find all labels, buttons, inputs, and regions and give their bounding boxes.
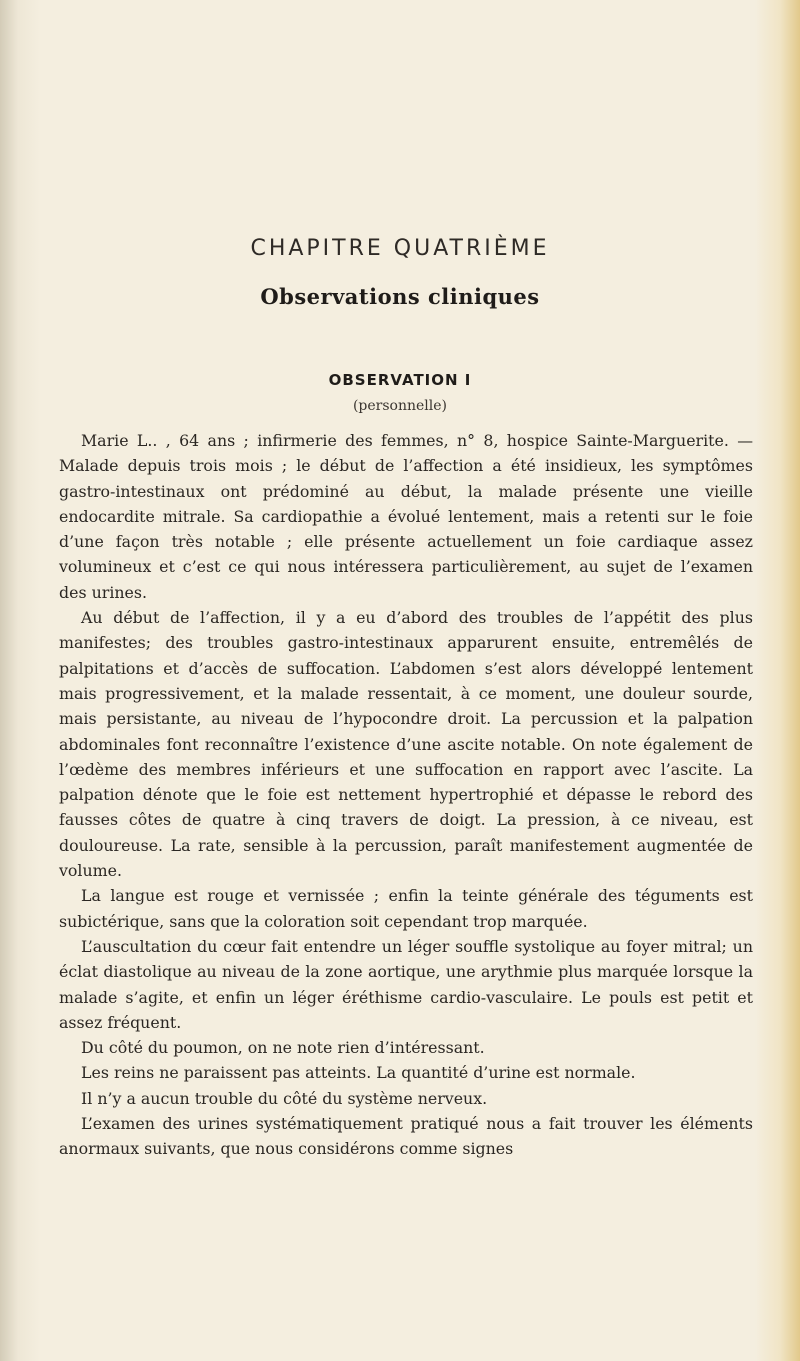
observation-subtitle: (personnelle)	[352, 398, 448, 414]
section-title: Observations cliniques	[260, 284, 540, 309]
paragraph: Au début de l’affection, il y a eu d’abord des troubles de l’appétit des plus manifestes; des troubles gastro-intestinaux apparurent ensuite, entremêlés de palpitations et d’accès de suffocation. L’abdomen s’est alors développé lentement mais progressivement, et la malade ressentait, à ce moment, une douleur sourde, mais persistante, au niveau de l’hypocondre droit. La percussion et la palpation abdominales font reconnaître l’existence d’une ascite notable. On note également de l’œdème des membres inférieurs et une suffocation en rapport avec l’ascite. La palpation dénote que le foie est nettement hypertrophié et dépasse le rebord des fausses côtes de quatre à cinq travers de doigt. La pression, à ce niveau, est douloureuse. La rate, sensible à la percussion, paraît manifestement augmentée de volume.	[59, 608, 753, 881]
paragraph: Il n’y a aucun trouble du côté du système nerveux.	[81, 1088, 488, 1108]
observation-title: OBSERVATION I	[328, 371, 472, 389]
observation-body	[59, 428, 753, 1162]
paragraph: Marie L.. , 64 ans ; infirmerie des femmes, n° 8, hospice Sainte-Marguerite. — Malade depuis trois mois ; le début de l’affection a été insidieux, les symptômes gastro-intestinaux ont prédominé au début, la malade présente une vieille endocardite mitrale. Sa cardiopathie a évolué lentement, mais a retenti sur le foie d’une façon très notable ; elle présente actuellement un foie cardiaque assez volumineux et c’est ce qui nous intéressera particulièrement, au sujet de l’examen des urines.	[59, 431, 753, 602]
paragraph: La langue est rouge et vernissée ; enfin la teinte générale des téguments est subictérique, sans que la coloration soit cependant trop marquée.	[59, 886, 753, 931]
paragraph: Du côté du poumon, on ne note rien d’intéressant.	[81, 1038, 485, 1058]
chapter-heading: CHAPITRE QUATRIÈME	[250, 236, 550, 261]
paragraph: L’examen des urines systématiquement pratiqué nous a fait trouver les éléments anormaux suivants, que nous considérons comme signes	[59, 1114, 753, 1159]
paragraph: Les reins ne paraissent pas atteints. La quantité d’urine est normale.	[81, 1063, 636, 1083]
paragraph: L’auscultation du cœur fait entendre un léger souffle systolique au foyer mitral; un éclat diastolique au niveau de la zone aortique, une arythmie plus marquée lorsque la malade s’agite, et enfin un léger éréthisme cardio-vasculaire. Le pouls est petit et assez fréquent.	[59, 936, 753, 1032]
